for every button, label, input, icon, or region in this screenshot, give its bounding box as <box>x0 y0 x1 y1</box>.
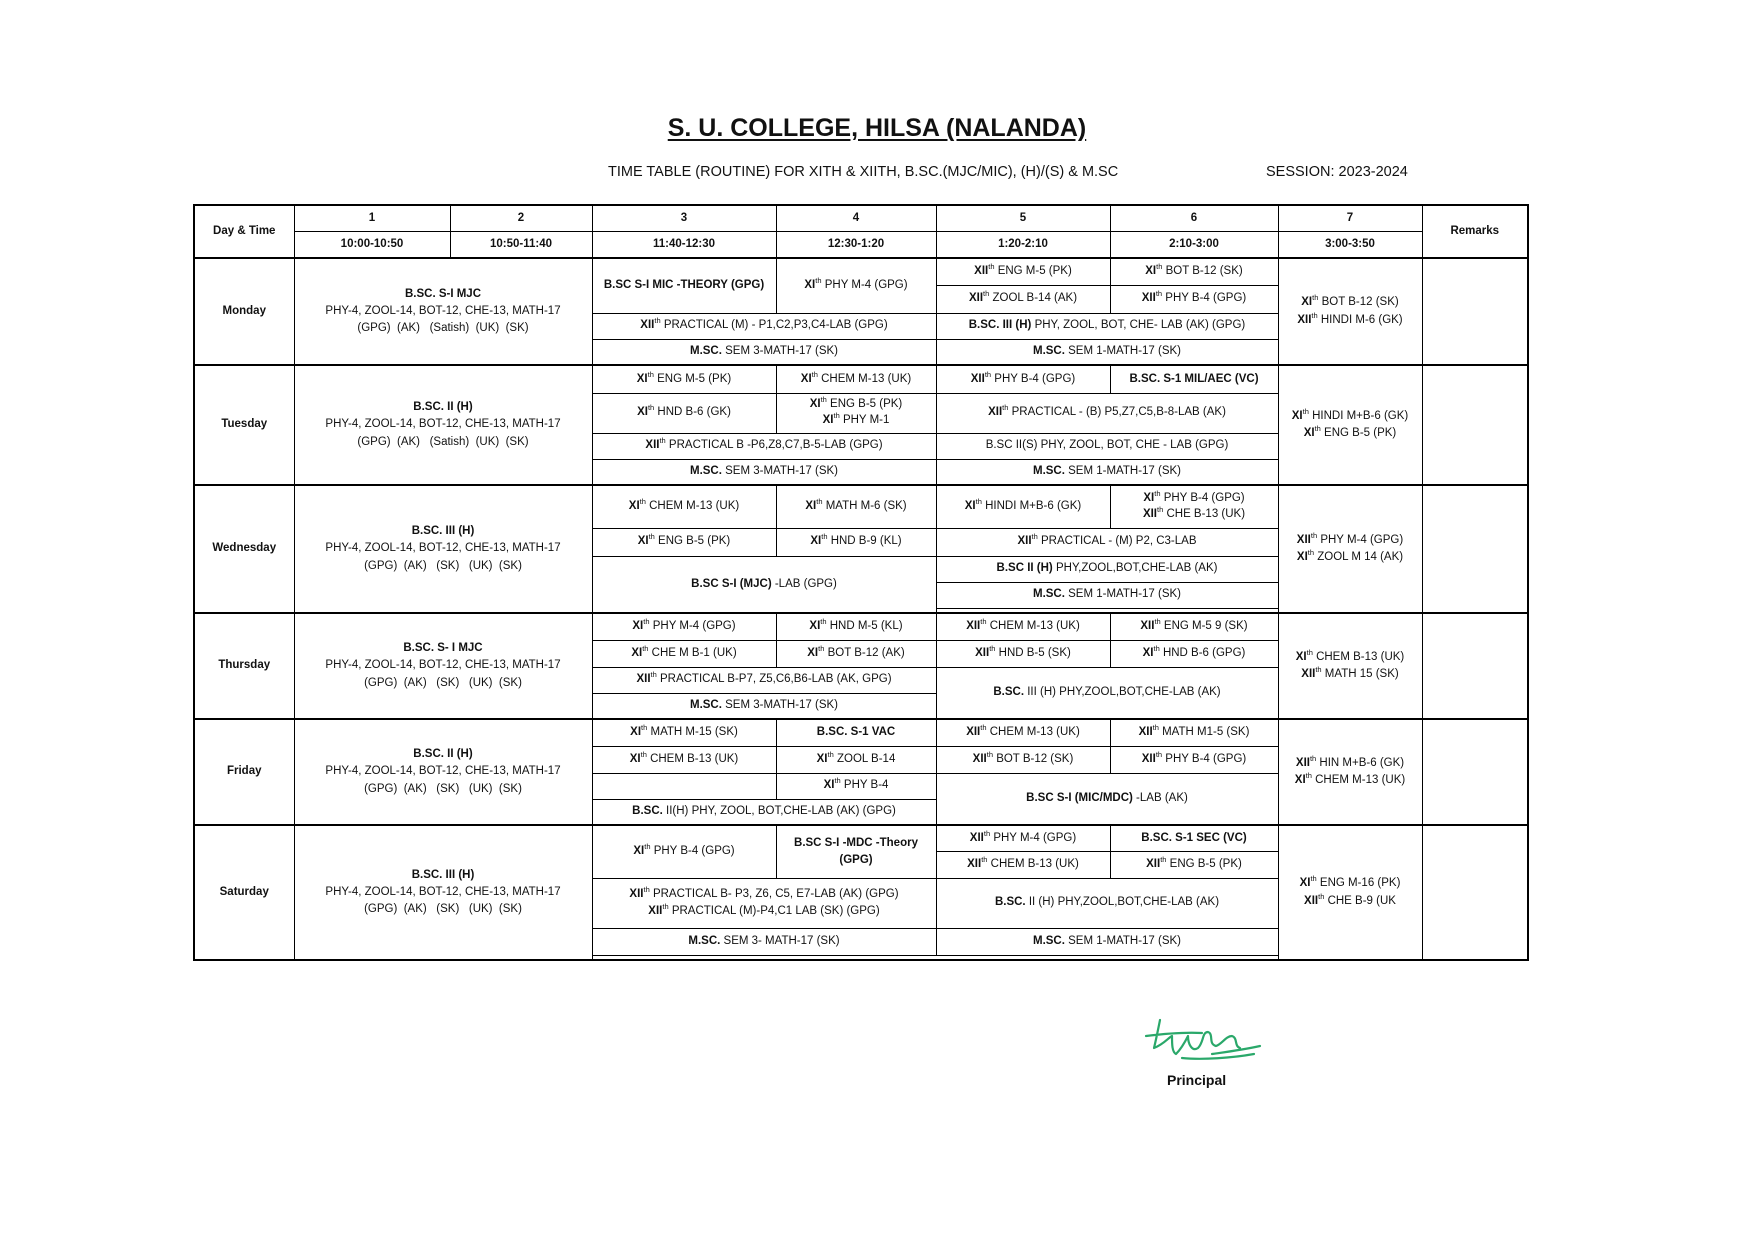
wednesday-p3a: XIth CHEM M-13 (UK) <box>592 485 776 528</box>
period-6-number: 6 <box>1110 205 1278 231</box>
period-2-time: 10:50-11:40 <box>450 231 592 258</box>
tuesday-p4b: XIth ENG B-5 (PK) XIth PHY M-1 <box>776 393 936 433</box>
period-1-time: 10:00-10:50 <box>294 231 450 258</box>
saturday-p3: XIth PHY B-4 (GPG) <box>592 825 776 878</box>
saturday-remarks <box>1422 825 1528 960</box>
friday-p6b: XIIth PHY B-4 (GPG) <box>1110 746 1278 773</box>
tuesday-p56-lab: B.SC II(S) PHY, ZOOL, BOT, CHE - LAB (GPG) <box>936 433 1278 459</box>
wednesday-p56-msc: M.SC. SEM 1-MATH-17 (SK) <box>936 582 1278 608</box>
header-row-times <box>194 231 1528 258</box>
page-title: S. U. COLLEGE, HILSA (NALANDA) <box>667 114 1087 142</box>
monday-p6b: XIIth PHY B-4 (GPG) <box>1110 285 1278 313</box>
tuesday-p5a: XIIth PHY B-4 (GPG) <box>936 365 1110 393</box>
period-3-number: 3 <box>592 205 776 231</box>
thursday-p34-practical: XIIth PRACTICAL B-P7, Z5,C6,B6-LAB (AK, GPG) <box>592 667 936 693</box>
day-label-tuesday: Tuesday <box>194 365 294 485</box>
saturday-p6b: XIIth ENG B-5 (PK) <box>1110 851 1278 878</box>
monday-p5a: XIIth ENG M-5 (PK) <box>936 258 1110 285</box>
friday-remarks <box>1422 719 1528 825</box>
saturday-p6a: B.SC. S-1 SEC (VC) <box>1110 825 1278 851</box>
monday-p34-msc: M.SC. SEM 3-MATH-17 (SK) <box>592 339 936 365</box>
bsc-block-monday: B.SC. S-I MJC PHY-4, ZOOL-14, BOT-12, CHE-13, MATH-17 (GPG) (AK) (Satish) (UK) (SK) <box>294 258 592 365</box>
thursday-p34-msc: M.SC. SEM 3-MATH-17 (SK) <box>592 693 936 719</box>
bsc-block-wednesday: B.SC. III (H) PHY-4, ZOOL-14, BOT-12, CHE-13, MATH-17 (GPG) (AK) (SK) (UK) (SK) <box>294 485 592 613</box>
saturday-p34-msc: M.SC. SEM 3- MATH-17 (SK) <box>592 928 936 955</box>
session-label: SESSION: 2023-2024 <box>1266 164 1408 180</box>
principal-signature <box>1142 1008 1262 1068</box>
period-4-number: 4 <box>776 205 936 231</box>
tuesday-p34-practical: XIIth PRACTICAL B -P6,Z8,C7,B-5-LAB (GPG) <box>592 433 936 459</box>
monday-p3: B.SC S-I MIC -THEORY (GPG) <box>592 258 776 313</box>
period-7-time: 3:00-3:50 <box>1278 231 1422 258</box>
wednesday-p3b: XIth ENG B-5 (PK) <box>592 528 776 556</box>
day-label-saturday: Saturday <box>194 825 294 960</box>
remarks-header: Remarks <box>1422 205 1528 258</box>
tuesday-p7: XIth HINDI M+B-6 (GK) XIth ENG B-5 (PK) <box>1278 365 1422 485</box>
bsc-block-friday: B.SC. II (H) PHY-4, ZOOL-14, BOT-12, CHE-13, MATH-17 (GPG) (AK) (SK) (UK) (SK) <box>294 719 592 825</box>
thursday-row <box>194 613 1528 640</box>
thursday-p7: XIth CHEM B-13 (UK) XIIth MATH 15 (SK) <box>1278 613 1422 719</box>
friday-row <box>194 719 1528 746</box>
wednesday-row <box>194 485 1528 528</box>
friday-p4c: XIth PHY B-4 <box>776 773 936 799</box>
principal-label: Principal <box>1167 1072 1227 1088</box>
friday-p5a: XIIth CHEM M-13 (UK) <box>936 719 1110 746</box>
period-2-number: 2 <box>450 205 592 231</box>
tuesday-p4a: XIth CHEM M-13 (UK) <box>776 365 936 393</box>
friday-p7: XIIth HIN M+B-6 (GK) XIth CHEM M-13 (UK) <box>1278 719 1422 825</box>
thursday-p5a: XIIth CHEM M-13 (UK) <box>936 613 1110 640</box>
wednesday-remarks <box>1422 485 1528 613</box>
saturday-row <box>194 825 1528 851</box>
tuesday-p3a: XIth ENG M-5 (PK) <box>592 365 776 393</box>
tuesday-row <box>194 365 1528 393</box>
day-label-friday: Friday <box>194 719 294 825</box>
header-row-numbers <box>194 205 1528 231</box>
monday-p56-msc: M.SC. SEM 1-MATH-17 (SK) <box>936 339 1278 365</box>
monday-p4: XIth PHY M-4 (GPG) <box>776 258 936 313</box>
bsc-block-thursday: B.SC. S- I MJC PHY-4, ZOOL-14, BOT-12, CHE-13, MATH-17 (GPG) (AK) (SK) (UK) (SK) <box>294 613 592 719</box>
day-label-thursday: Thursday <box>194 613 294 719</box>
day-label-monday: Monday <box>194 258 294 365</box>
thursday-p3b: XIth CHE M B-1 (UK) <box>592 640 776 667</box>
period-4-time: 12:30-1:20 <box>776 231 936 258</box>
wednesday-p56-lab: B.SC II (H) PHY,ZOOL,BOT,CHE-LAB (AK) <box>936 556 1278 582</box>
day-time-header: Day & Time <box>194 205 294 258</box>
monday-p6a: XIth BOT B-12 (SK) <box>1110 258 1278 285</box>
saturday-p56-msc: M.SC. SEM 1-MATH-17 (SK) <box>936 928 1278 955</box>
thursday-p56-lab: B.SC. III (H) PHY,ZOOL,BOT,CHE-LAB (AK) <box>936 667 1278 719</box>
bsc-block-tuesday: B.SC. II (H) PHY-4, ZOOL-14, BOT-12, CHE-13, MATH-17 (GPG) (AK) (Satish) (UK) (SK) <box>294 365 592 485</box>
friday-p3b: XIth CHEM B-13 (UK) <box>592 746 776 773</box>
period-5-number: 5 <box>936 205 1110 231</box>
monday-p56-lab: B.SC. III (H) PHY, ZOOL, BOT, CHE- LAB (AK) (GPG) <box>936 313 1278 339</box>
wednesday-p56-practical: XIIth PRACTICAL - (M) P2, C3-LAB <box>936 528 1278 556</box>
friday-p56-lab: B.SC S-I (MIC/MDC) -LAB (AK) <box>936 773 1278 825</box>
friday-p3a: XIth MATH M-15 (SK) <box>592 719 776 746</box>
period-6-time: 2:10-3:00 <box>1110 231 1278 258</box>
wednesday-p34-lab: B.SC S-I (MJC) -LAB (GPG) <box>592 556 936 613</box>
saturday-p56-lab: B.SC. II (H) PHY,ZOOL,BOT,CHE-LAB (AK) <box>936 878 1278 928</box>
saturday-p4: B.SC S-I -MDC -Theory (GPG) <box>776 825 936 878</box>
timetable-subtitle: TIME TABLE (ROUTINE) FOR XITH & XIITH, B.SC.(MJC/MIC), (H)/(S) & M.SC <box>608 164 1119 180</box>
saturday-p5b: XIIth CHEM B-13 (UK) <box>936 851 1110 878</box>
period-7-number: 7 <box>1278 205 1422 231</box>
thursday-p6b: XIth HND B-6 (GPG) <box>1110 640 1278 667</box>
tuesday-p56-msc: M.SC. SEM 1-MATH-17 (SK) <box>936 459 1278 485</box>
thursday-p3a: XIth PHY M-4 (GPG) <box>592 613 776 640</box>
bsc-block-saturday: B.SC. III (H) PHY-4, ZOOL-14, BOT-12, CHE-13, MATH-17 (GPG) (AK) (SK) (UK) (SK) <box>294 825 592 960</box>
tuesday-p56-practical: XIIth PRACTICAL - (B) P5,Z7,C5,B-8-LAB (AK) <box>936 393 1278 433</box>
thursday-remarks <box>1422 613 1528 719</box>
saturday-p7: XIth ENG M-16 (PK) XIIth CHE B-9 (UK <box>1278 825 1422 960</box>
tuesday-remarks <box>1422 365 1528 485</box>
day-label-wednesday: Wednesday <box>194 485 294 613</box>
friday-p34-lab: B.SC. II(H) PHY, ZOOL, BOT,CHE-LAB (AK) (GPG) <box>592 799 936 825</box>
period-3-time: 11:40-12:30 <box>592 231 776 258</box>
monday-p34-practical: XIIth PRACTICAL (M) - P1,C2,P3,C4-LAB (GPG) <box>592 313 936 339</box>
tuesday-p34-msc: M.SC. SEM 3-MATH-17 (SK) <box>592 459 936 485</box>
thursday-p4b: XIth BOT B-12 (AK) <box>776 640 936 667</box>
timetable <box>193 204 1529 961</box>
friday-p4b: XIth ZOOL B-14 <box>776 746 936 773</box>
wednesday-p5a: XIth HINDI M+B-6 (GK) <box>936 485 1110 528</box>
monday-p5b: XIIth ZOOL B-14 (AK) <box>936 285 1110 313</box>
wednesday-p4a: XIth MATH M-6 (SK) <box>776 485 936 528</box>
friday-p3c-empty <box>592 773 776 799</box>
period-1-number: 1 <box>294 205 450 231</box>
wednesday-p7: XIIth PHY M-4 (GPG) XIth ZOOL M 14 (AK) <box>1278 485 1422 613</box>
friday-p5b: XIIth BOT B-12 (SK) <box>936 746 1110 773</box>
tuesday-p6a: B.SC. S-1 MIL/AEC (VC) <box>1110 365 1278 393</box>
wednesday-p6a: XIth PHY B-4 (GPG) XIIth CHE B-13 (UK) <box>1110 485 1278 528</box>
monday-remarks <box>1422 258 1528 365</box>
friday-p4a: B.SC. S-1 VAC <box>776 719 936 746</box>
tuesday-p3b: XIth HND B-6 (GK) <box>592 393 776 433</box>
saturday-p34-practical: XIIth PRACTICAL B- P3, Z6, C5, E7-LAB (AK) (GPG) XIIth PRACTICAL (M)-P4,C1 LAB (SK) (GPG) <box>592 878 936 928</box>
friday-p6a: XIIth MATH M1-5 (SK) <box>1110 719 1278 746</box>
thursday-p4a: XIth HND M-5 (KL) <box>776 613 936 640</box>
thursday-p6a: XIIth ENG M-5 9 (SK) <box>1110 613 1278 640</box>
saturday-p5a: XIIth PHY M-4 (GPG) <box>936 825 1110 851</box>
period-5-time: 1:20-2:10 <box>936 231 1110 258</box>
monday-row <box>194 258 1528 285</box>
wednesday-p4b: XIth HND B-9 (KL) <box>776 528 936 556</box>
monday-p7: XIth BOT B-12 (SK) XIIth HINDI M-6 (GK) <box>1278 258 1422 365</box>
thursday-p5b: XIIth HND B-5 (SK) <box>936 640 1110 667</box>
